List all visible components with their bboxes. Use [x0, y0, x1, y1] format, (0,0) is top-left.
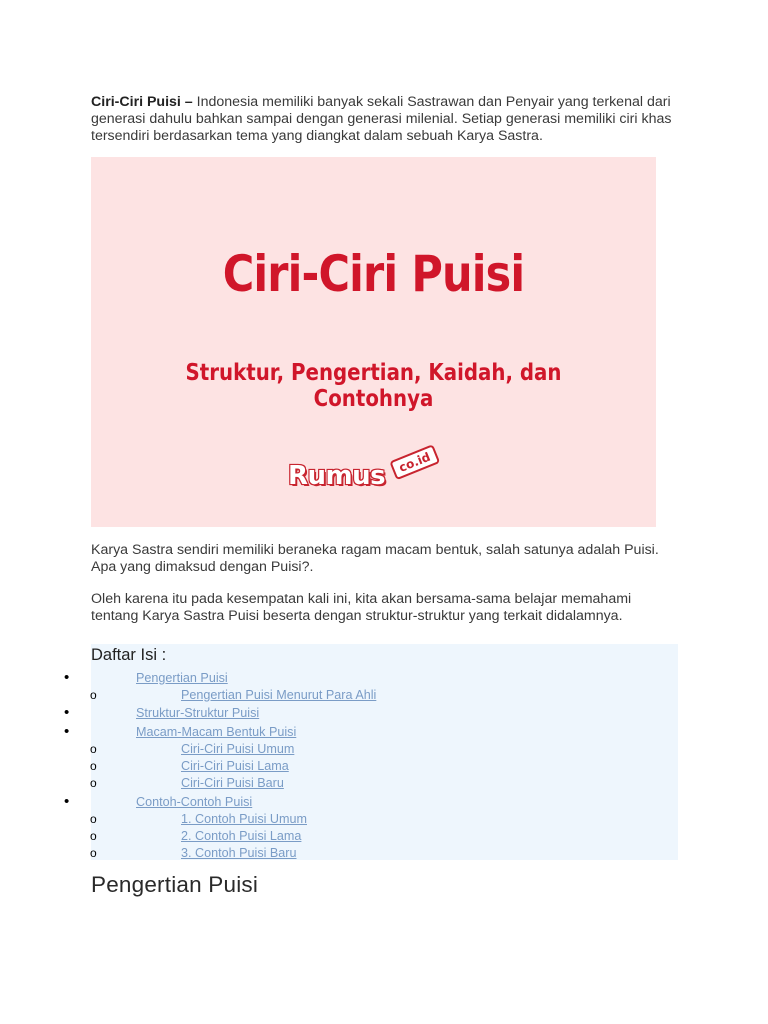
paragraph-1: Karya Sastra sendiri memiliki beraneka ragam macam bentuk, salah satunya adalah Puisi. Apa yang dimaksud dengan Puisi?.	[91, 542, 659, 575]
toc-link-contoh-puisi[interactable]: Contoh-Contoh Puisi	[136, 795, 253, 809]
toc-bullet: •	[64, 793, 70, 810]
logo-word: Rumus	[288, 461, 386, 491]
toc-bullet: o	[90, 829, 97, 843]
toc-bullet: •	[64, 723, 70, 740]
toc-link-pengertian-puisi[interactable]: Pengertian Puisi	[136, 671, 228, 685]
toc-link-contoh-lama[interactable]: 2. Contoh Puisi Lama	[181, 829, 302, 843]
rumus-logo	[288, 449, 448, 499]
toc-bullet: •	[64, 669, 70, 686]
paragraph-2: Oleh karena itu pada kesempatan kali ini, kita akan bersama-sama belajar memahami tentang Karya Sastra Puisi beserta dengan struktur-struktur yang terkait didalamnya.	[91, 591, 632, 624]
banner-title: Ciri-Ciri Puisi	[222, 245, 525, 303]
intro-bold-lead: Ciri-Ciri Puisi –	[91, 94, 193, 110]
article	[64, 94, 681, 897]
section-heading: Pengertian Puisi	[91, 872, 259, 897]
banner-image	[91, 157, 656, 527]
table-of-contents	[64, 644, 678, 860]
toc-link-ciri-baru[interactable]: Ciri-Ciri Puisi Baru	[181, 776, 284, 790]
toc-link-pengertian-ahli[interactable]: Pengertian Puisi Menurut Para Ahli	[181, 688, 377, 702]
toc-bullet: o	[90, 742, 97, 756]
toc-bullet: o	[90, 688, 97, 702]
intro-text: Indonesia memiliki banyak sekali Sastrawan dan Penyair yang terkenal dari generasi dahulu bahkan sampai dengan generasi milenial. Setiap generasi memiliki ciri khas tersendiri berdasarkan tema yang diangkat dalam sebuah Karya Sastra.	[91, 94, 672, 144]
toc-bullet: o	[90, 776, 97, 790]
toc-bullet: o	[90, 759, 97, 773]
toc-link-ciri-umum[interactable]: Ciri-Ciri Puisi Umum	[181, 742, 295, 756]
toc-bullet: •	[64, 704, 70, 721]
toc-bullet: o	[90, 812, 97, 826]
toc-link-ciri-lama[interactable]: Ciri-Ciri Puisi Lama	[181, 759, 289, 773]
toc-link-contoh-umum[interactable]: 1. Contoh Puisi Umum	[181, 812, 307, 826]
toc-bullet: o	[90, 846, 97, 860]
logo-tag: co.id	[389, 444, 440, 480]
banner-subtitle: Struktur, Pengertian, Kaidah, dan Contohnya	[185, 360, 562, 412]
toc-link-struktur-puisi[interactable]: Struktur-Struktur Puisi	[136, 706, 260, 720]
toc-link-contoh-baru[interactable]: 3. Contoh Puisi Baru	[181, 846, 297, 860]
intro-paragraph	[91, 94, 681, 145]
toc-link-macam-bentuk[interactable]: Macam-Macam Bentuk Puisi	[136, 725, 297, 739]
toc-title: Daftar Isi :	[91, 646, 167, 664]
